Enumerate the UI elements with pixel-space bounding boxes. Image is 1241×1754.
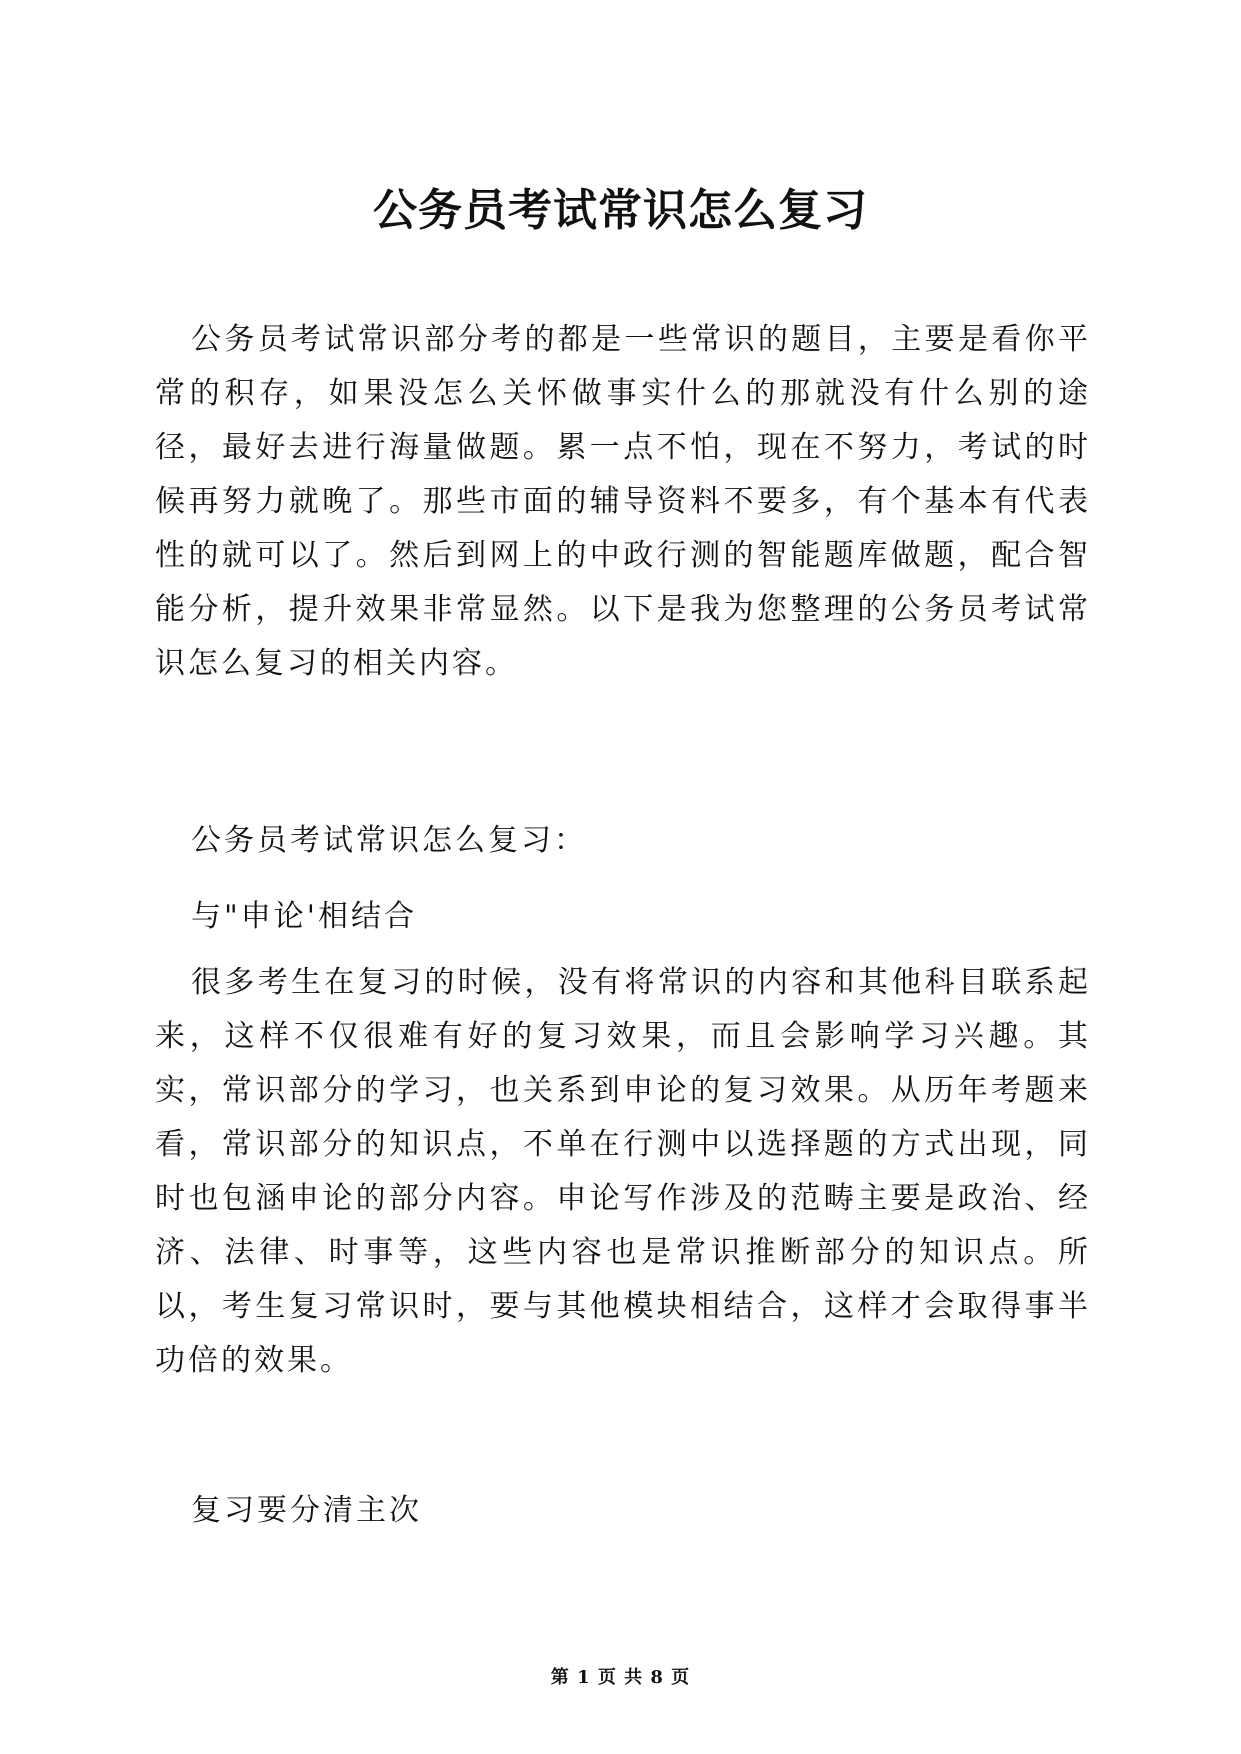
page-number-footer: 第 1 页 共 8 页 xyxy=(550,1667,691,1688)
intro-paragraph: 公务员考试常识部分考的都是一些常识的题目，主要是看你平常的积存，如果没怎么关怀做事实什么的那就没有什么别的途径，最好去进行海量做题。累一点不怕，现在不努力，考试的时候再努力就晚了。那些市面的辅导资料不要多，有个基本有代表性的就可以了。然后到网上的中政行测的智能题库做题，配合智能分析，提升效果非常显然。以下是我为您整理的公务员考试常识怎么复习的相关内容。 xyxy=(155,322,1091,681)
subsection-heading: 与"申论'相结合 xyxy=(191,899,418,934)
page-title: 公务员考试常识怎么复习 xyxy=(373,185,868,236)
body-paragraph: 很多考生在复习的时候，没有将常识的内容和其他科目联系起来，这样不仅很难有好的复习效果，而且会影响学习兴趣。其实，常识部分的学习，也关系到申论的复习效果。从历年考题来看，常识部分的知识点，不单在行测中以选择题的方式出现，同时也包涵申论的部分内容。申论写作涉及的范畴主要是政治、经济、法律、时事等，这些内容也是常识推断部分的知识点。所以，考生复习常识时，要与其他模块相结合，这样才会取得事半功倍的效果。 xyxy=(155,965,1091,1378)
section-heading: 公务员考试常识怎么复习： xyxy=(191,823,587,858)
subsection-heading-2: 复习要分清主次 xyxy=(191,1493,422,1528)
